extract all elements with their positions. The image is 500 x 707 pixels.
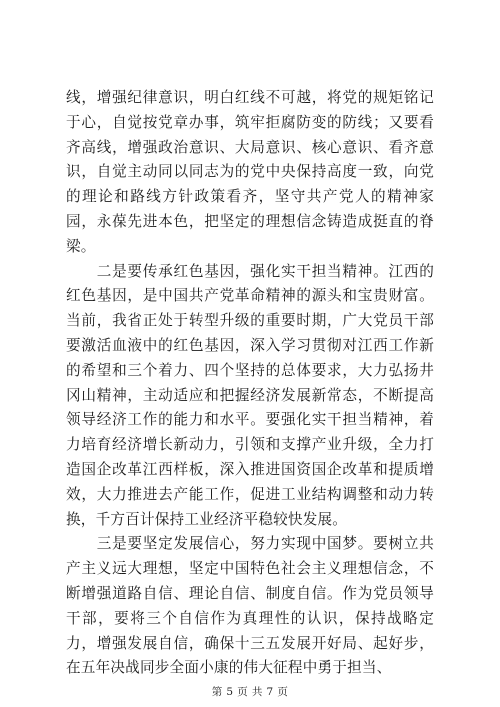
paragraph-continuation: 线，增强纪律意识，明白红线不可越，将党的规矩铭记于心，自觉按党章办事，筑牢拒腐防变的防线；又要看齐高线，增强政治意识、大局意识、核心意识、看齐意识，自觉主动同以同志为的党中央保持高度一致，向党的理论和路线方针政策看齐，坚守共产党人的精神家园，永葆先进本色，把坚定的理想信念铸造成挺直的脊梁。: [66, 89, 434, 255]
paragraph-three: 三是要坚定发展信心，努力实现中国梦。要树立共产主义远大理想，坚定中国特色社会主义理想信念，不断增强道路自信、理论自信、制度自信。作为党员领导干部，要将三个自信作为真理性的认识，保持战略定力，增强发展自信，确保十三五发展开好局、起好步，在五年决战同步全面小康的伟大征程中勇于担当、: [66, 535, 434, 677]
paragraph-two: 二是要传承红色基因，强化实干担当精神。江西的红色基因，是中国共产党革命精神的源头和宝贵财富。当前，我省正处于转型升级的重要时期，广大党员干部要激活血液中的红色基因，深入学习贯彻对江西工作新的希望和三个着力、四个坚持的总体要求，大力弘扬井冈山精神，主动适应和把握经济发展新常态，不断提高领导经济工作的能力和水平。要强化实干担当精神，着力培育经济增长新动力，引领和支撑产业升级，全力打造国企改革江西样板，深入推进国资国企改革和提质增效，大力推进去产能工作，促进工业结构调整和动力转换，千方百计保持工业经济平稳较快发展。: [66, 262, 434, 528]
page-footer: 第 5 页 共 7 页: [211, 686, 289, 698]
body-text: [66, 86, 434, 681]
